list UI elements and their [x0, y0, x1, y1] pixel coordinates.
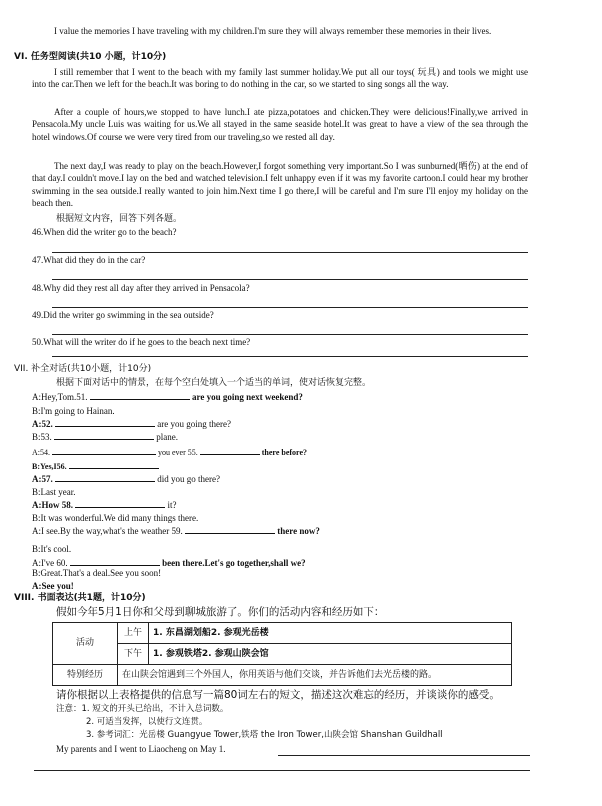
answer-line-47[interactable]	[52, 279, 528, 280]
intro-paragraph: I value the memories I have traveling with my children.I'm sure they will always remember these memories in their lives.	[54, 26, 492, 36]
blank-59[interactable]	[185, 525, 275, 534]
blank-54[interactable]	[52, 446, 156, 455]
dialogue-line-58	[32, 499, 177, 511]
activity-table	[52, 622, 512, 686]
blank-53[interactable]	[54, 431, 154, 440]
dialogue-line: B:Last year.	[32, 487, 76, 497]
writing-intro: 假如今年5月1日你和父母到聊城旅游了。你们的活动内容和经历如下：	[56, 606, 385, 618]
section-6-instruction: 根据短文内容，回答下列各题。	[56, 214, 183, 224]
dialogue-line: B:It's cool.	[32, 544, 72, 554]
dialogue-line-59	[32, 525, 320, 537]
dialogue-line: A:See you!	[32, 581, 74, 591]
note-2: 2. 可适当发挥，以使行文连贯。	[86, 717, 208, 727]
speaker-text: A:54.	[32, 448, 50, 457]
speaker-text: A:I've 60.	[32, 558, 68, 568]
dialogue-text: there now?	[277, 526, 320, 536]
speaker-text: B:53.	[32, 432, 52, 442]
special-experience-header: 特别经历	[53, 665, 118, 686]
dialogue-line: B:It was wonderful.We did many things there.	[32, 513, 199, 523]
writing-task: 请你根据以上表格提供的信息写一篇80词左右的短文，描述这次难忘的经历，并谈谈你的感受。	[56, 689, 500, 701]
morning-activities: 1. 东昌湖划船2. 参观光岳楼	[149, 623, 512, 644]
story-paragraph-2: After a couple of hours,we stopped to have lunch.I ate pizza,potatoes and chicken.They were delicious!Finally,we arrived in Pensacola.My uncle Luis was waiting for us.We all stayed in the same seaside hotel.It was great to have a view of the sea through the hotel windows.Of course we were very tired from our traveling,so we rested all day.	[32, 107, 528, 142]
essay-start: My parents and I went to Liaocheng on May 1.	[56, 744, 226, 754]
speaker-text: A:52.	[32, 419, 53, 429]
dialogue-line-54	[32, 446, 307, 459]
dialogue-text: been there.Let's go together,shall we?	[162, 558, 306, 568]
section-7-title: VII. 补全对话(共10小题，计10分)	[14, 364, 152, 374]
blank-57[interactable]	[55, 473, 155, 482]
dialogue-line-56	[32, 460, 159, 473]
activity-header: 活动	[53, 623, 118, 665]
dialogue-text: it?	[167, 500, 177, 510]
answer-line-46[interactable]	[52, 252, 528, 253]
blank-51[interactable]	[90, 391, 190, 400]
answer-line-48[interactable]	[52, 307, 528, 308]
story-paragraph-3: The next day,I was ready to play on the beach.However,I forgot something very important.So I was sunburned(晒伤) at the end of that day.I couldn't move.I lay on the bed and watched television.I felt unhappy even if it was my favorite cartoon.I could hear my brother swimming in the sea outside.I really wanted to join him.Next time I go there,I will be careful and I'm sure I'll enjoy my holiday on the beach then.	[32, 161, 528, 209]
dialogue-text: are you going there?	[157, 419, 231, 429]
note-3: 3. 参考词汇：光岳楼 Guangyue Tower,铁塔 the Iron Tower,山陕会馆 Shanshan Guildhall	[86, 730, 443, 740]
dialogue-text: plane.	[156, 432, 179, 442]
answer-line-50[interactable]	[52, 356, 528, 357]
section-7-instruction: 根据下面对话中的情景，在每个空白处填入一个适当的单词，使对话恢复完整。	[56, 378, 372, 388]
question-46: 46.When did the writer go to the beach?	[32, 227, 177, 237]
section-8-title: VIII. 书面表达(共1题，计10分)	[14, 593, 146, 603]
speaker-text: A:Hey,Tom.51.	[32, 392, 88, 402]
dialogue-line-52	[32, 418, 231, 430]
answer-line-49[interactable]	[52, 334, 528, 335]
question-49: 49.Did the writer go swimming in the sea outside?	[32, 310, 214, 320]
dialogue-line-53	[32, 431, 178, 443]
dialogue-line-51	[32, 391, 303, 403]
essay-line-1[interactable]	[278, 755, 530, 756]
dialogue-line-57	[32, 473, 220, 485]
question-47: 47.What did they do in the car?	[32, 255, 146, 265]
speaker-text: B:Yes,I56.	[32, 462, 67, 471]
note-1: 注意：1. 短文的开头已给出，不计入总词数。	[56, 704, 229, 714]
morning-label: 上午	[118, 623, 149, 644]
essay-line-2[interactable]	[34, 770, 530, 771]
dialogue-text: you ever 55.	[158, 448, 198, 457]
blank-58[interactable]	[75, 499, 165, 508]
dialogue-line: B:Great.That's a deal.See you soon!	[32, 568, 162, 578]
blank-55[interactable]	[200, 446, 260, 455]
dialogue-text: did you go there?	[157, 474, 220, 484]
afternoon-activities: 1. 参观铁塔2. 参观山陕会馆	[149, 644, 512, 665]
section-6-title: VI. 任务型阅读(共10 小题，计10分)	[14, 52, 167, 62]
speaker-text: A:I see.By the way,what's the weather 59.	[32, 526, 183, 536]
dialogue-text: there before?	[261, 448, 308, 457]
speaker-text: A:How 58.	[32, 500, 73, 510]
dialogue-text: are you going next weekend?	[192, 392, 303, 402]
blank-60[interactable]	[70, 557, 160, 566]
speaker-text: A:57.	[32, 474, 53, 484]
story-paragraph-1: I still remember that I went to the beach with my family last summer holiday.We put all our toys( 玩具) and tools we might use into the car.Then we left for the beach.It was boring to do nothing in the car, so we started to sing songs all the way.	[32, 67, 528, 90]
afternoon-label: 下午	[118, 644, 149, 665]
question-50: 50.What will the writer do if he goes to the beach next time?	[32, 337, 251, 347]
dialogue-line: B:I'm going to Hainan.	[32, 406, 115, 416]
question-48: 48.Why did they rest all day after they arrived in Pensacola?	[32, 283, 250, 293]
blank-52[interactable]	[55, 418, 155, 427]
special-experience-content: 在山陕会馆遇到三个外国人，你用英语与他们交谈，并告诉他们去光岳楼的路。	[118, 665, 512, 686]
blank-56[interactable]	[69, 460, 159, 469]
